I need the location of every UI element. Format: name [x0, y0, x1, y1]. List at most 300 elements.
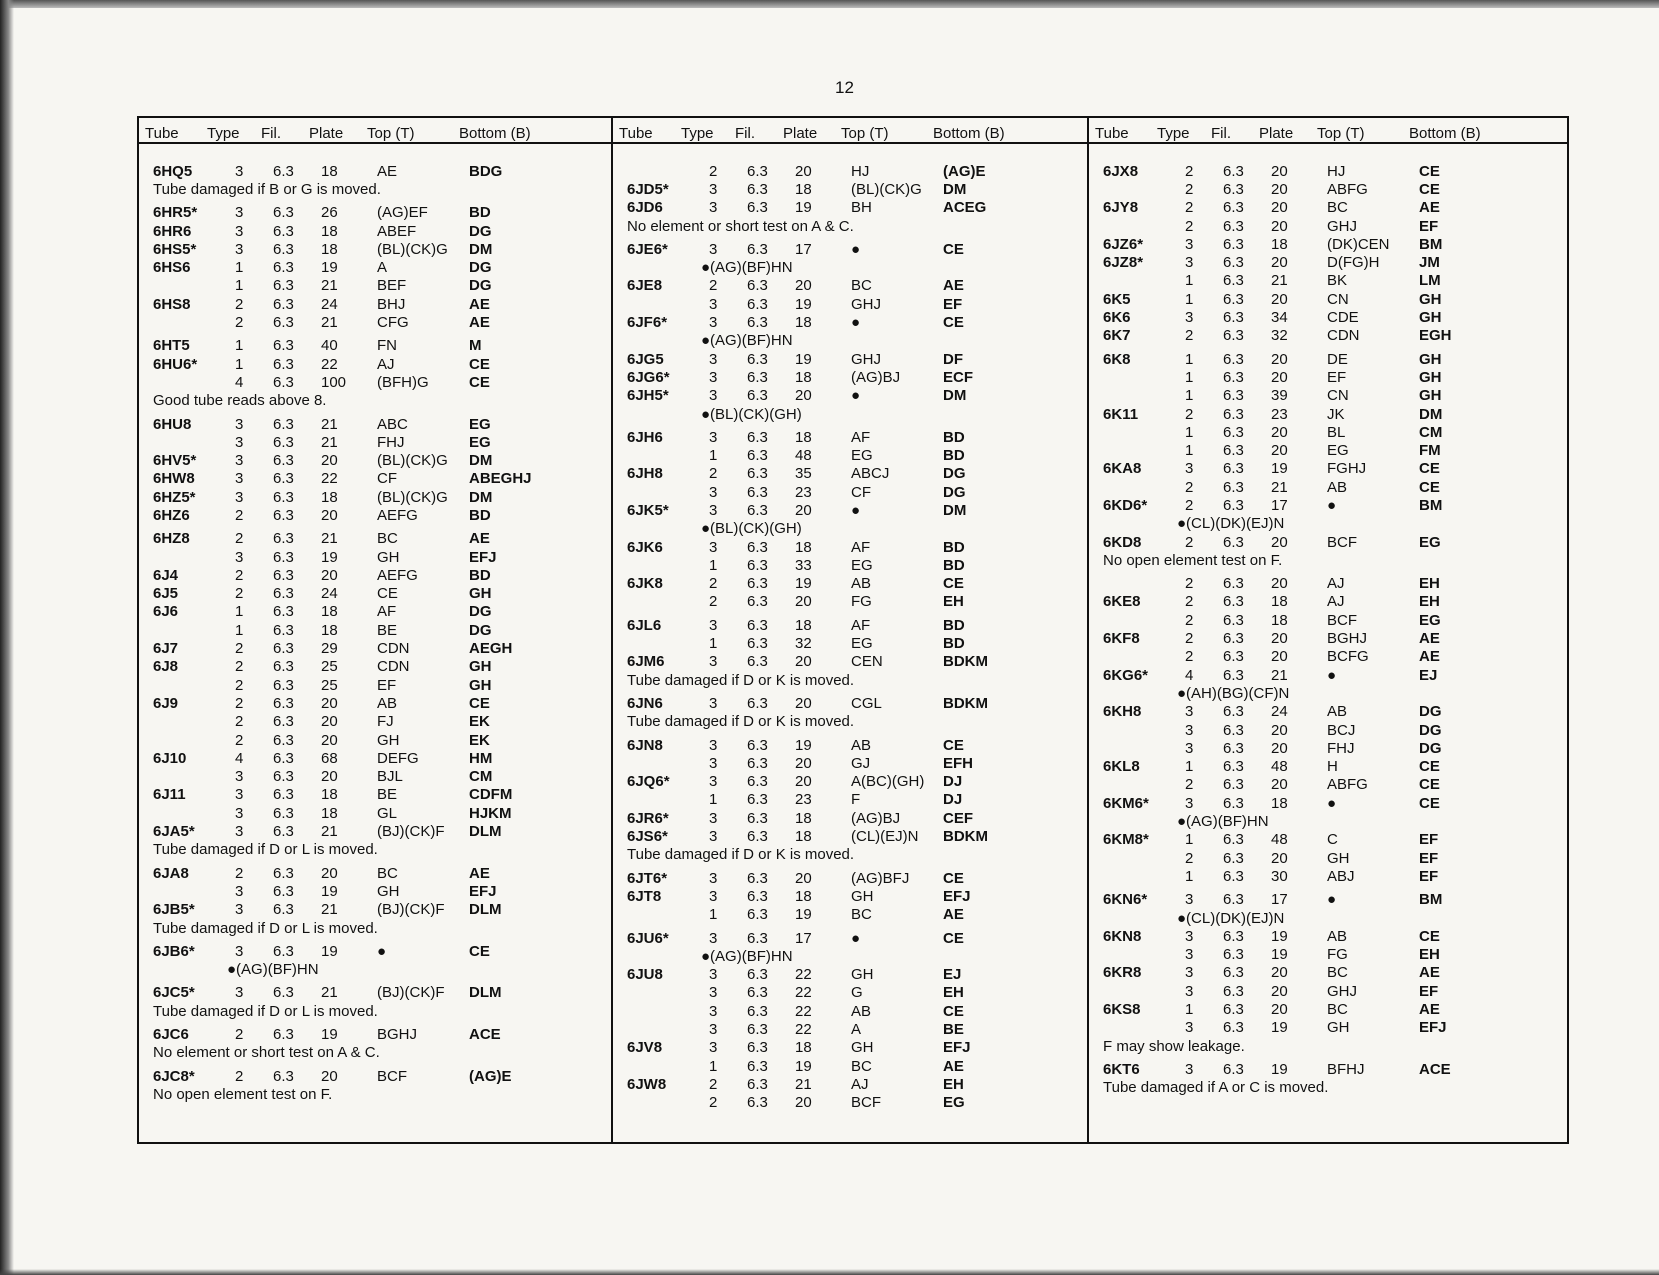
cell-fil: 6.3 — [747, 773, 768, 791]
cell-tube: 6HV5* — [153, 452, 197, 470]
cell-fil: 6.3 — [273, 470, 294, 488]
cell-bottom: DLM — [469, 984, 502, 1002]
cell-type: 3 — [235, 942, 244, 960]
cell-type: 1 — [1185, 758, 1194, 776]
cell-top: ● — [1327, 794, 1337, 812]
cell-tube: 6KD8 — [1103, 533, 1142, 551]
cell-top: GH — [851, 887, 874, 905]
table-column-2 — [611, 118, 1089, 1142]
cell-fil: 6.3 — [1223, 867, 1244, 885]
table-row — [153, 676, 611, 694]
cell-tube: 6K5 — [1103, 290, 1131, 308]
cell-fil: 6.3 — [747, 575, 768, 593]
cell-plate: 18 — [321, 786, 338, 804]
cell-top: BGHJ — [377, 1026, 418, 1043]
table-row — [153, 1025, 611, 1043]
table-row — [627, 1057, 1089, 1075]
cell-type: 3 — [709, 538, 718, 556]
cell-top: (DK)CEN — [1327, 235, 1390, 253]
cell-plate: 20 — [1271, 442, 1288, 460]
cell-top: AJ — [377, 355, 395, 373]
cell-plate: 34 — [1271, 309, 1288, 327]
cell-plate: 19 — [795, 906, 812, 924]
cell-tube: 6HW8 — [153, 470, 195, 488]
table-row — [627, 906, 1089, 924]
table-row — [153, 506, 611, 524]
cell-type: 3 — [235, 222, 244, 240]
scan-edge-top — [0, 0, 1659, 8]
cell-bottom: CE — [1419, 162, 1440, 180]
cell-fil: 6.3 — [1223, 496, 1244, 514]
cell-plate: 18 — [321, 488, 338, 506]
table-note: No element or short test on A & C. — [627, 217, 854, 235]
cell-plate: 20 — [1271, 180, 1288, 198]
cell-fil: 6.3 — [273, 373, 294, 391]
scan-edge-bottom — [0, 1269, 1659, 1275]
cell-type: 2 — [1185, 405, 1194, 423]
cell-top: A — [377, 259, 388, 277]
cell-tube: 6JR6* — [627, 809, 669, 827]
cell-top: AEFG — [377, 566, 418, 584]
cell-fil: 6.3 — [1223, 758, 1244, 776]
cell-bottom: BD — [943, 447, 965, 465]
cell-type: 3 — [235, 452, 244, 470]
cell-top: ABC — [377, 415, 408, 433]
cell-type: 3 — [709, 694, 718, 712]
table-row — [153, 258, 611, 276]
cell-type: 3 — [709, 736, 718, 754]
cell-fil: 6.3 — [273, 240, 294, 258]
cell-fil: 6.3 — [1223, 946, 1244, 964]
cell-type: 3 — [709, 929, 718, 947]
cell-bottom: GH — [1419, 350, 1442, 368]
pin-grouping-note: ●(AH)(BG)(CF)N — [1177, 684, 1290, 702]
cell-fil: 6.3 — [273, 621, 294, 639]
cell-top: CF — [377, 470, 397, 488]
cell-top: AB — [1327, 703, 1348, 721]
cell-plate: 39 — [1271, 387, 1288, 405]
cell-tube: 6JC5* — [153, 984, 195, 1002]
cell-fil: 6.3 — [1223, 460, 1244, 478]
cell-bottom: DLM — [469, 823, 502, 841]
cell-tube: 6JB5* — [153, 901, 195, 919]
cell-type: 2 — [235, 566, 244, 584]
cell-top: (AG)EF — [377, 204, 428, 222]
cell-top: EF — [1327, 368, 1347, 386]
cell-type: 2 — [1185, 327, 1194, 345]
table-row — [1103, 162, 1567, 180]
cell-tube: 6KM8* — [1103, 831, 1149, 849]
cell-plate: 20 — [795, 387, 812, 405]
column-body — [139, 144, 611, 1104]
table-row — [627, 465, 1089, 483]
table-row — [153, 658, 611, 676]
cell-top: (BL)(CK)G — [377, 240, 448, 258]
cell-type: 3 — [1185, 703, 1194, 721]
cell-tube: 6JH6 — [627, 428, 663, 446]
cell-top: HJ — [1327, 162, 1346, 180]
cell-type: 3 — [235, 433, 244, 451]
cell-fil: 6.3 — [747, 1057, 768, 1075]
cell-fil: 6.3 — [747, 791, 768, 809]
cell-fil: 6.3 — [1223, 794, 1244, 812]
cell-type: 2 — [235, 1026, 244, 1043]
cell-plate: 19 — [1271, 927, 1288, 945]
cell-type: 2 — [1185, 611, 1194, 629]
cell-plate: 25 — [321, 658, 338, 676]
cell-top: ABEF — [377, 222, 417, 240]
cell-bottom: CDFM — [469, 786, 513, 804]
cell-tube: 6HR6 — [153, 222, 192, 240]
cell-fil: 6.3 — [273, 314, 294, 332]
cell-fil: 6.3 — [273, 804, 294, 822]
cell-type: 2 — [1185, 575, 1194, 593]
cell-tube: 6JK8 — [627, 575, 663, 593]
cell-tube: 6K8 — [1103, 350, 1131, 368]
cell-fil: 6.3 — [273, 658, 294, 676]
cell-type: 3 — [235, 823, 244, 841]
column-body — [1089, 144, 1567, 1097]
cell-bottom: AE — [1419, 630, 1440, 648]
cell-fil: 6.3 — [273, 864, 294, 882]
table-row — [627, 827, 1089, 845]
cell-type: 3 — [235, 804, 244, 822]
cell-fil: 6.3 — [747, 428, 768, 446]
cell-tube: 6KM6* — [1103, 794, 1149, 812]
cell-top: (BJ)(CK)F — [377, 984, 445, 1002]
cell-type: 3 — [709, 199, 718, 217]
cell-bottom: HJKM — [469, 804, 512, 822]
cell-bottom: GH — [469, 585, 492, 603]
cell-bottom: EK — [469, 713, 490, 731]
cell-top: CEN — [851, 653, 883, 671]
cell-type: 3 — [709, 180, 718, 198]
cell-type: 2 — [709, 277, 718, 295]
cell-tube: 6JQ6* — [627, 773, 670, 791]
cell-bottom: AE — [943, 1057, 964, 1075]
cell-top: D(FG)H — [1327, 254, 1380, 272]
cell-tube: 6JD5* — [627, 180, 669, 198]
cell-plate: 19 — [795, 350, 812, 368]
table-row — [153, 804, 611, 822]
cell-bottom: BDKM — [943, 694, 988, 712]
cell-type: 2 — [1185, 180, 1194, 198]
table-row — [153, 162, 611, 180]
cell-type: 3 — [709, 1021, 718, 1038]
scan-edge-left — [0, 0, 14, 1275]
cell-tube: 6JK6 — [627, 538, 663, 556]
cell-plate: 20 — [1271, 982, 1288, 1000]
table-row — [1103, 721, 1567, 739]
cell-fil: 6.3 — [273, 295, 294, 313]
cell-bottom: EF — [1419, 831, 1439, 849]
cell-tube: 6KE8 — [1103, 593, 1141, 611]
cell-tube: 6J5 — [153, 585, 179, 603]
cell-plate: 18 — [1271, 235, 1288, 253]
cell-fil: 6.3 — [747, 809, 768, 827]
cell-bottom: (AG)E — [943, 162, 986, 180]
cell-plate: 23 — [795, 483, 812, 501]
table-row — [153, 204, 611, 222]
cell-top: EG — [851, 447, 873, 465]
cell-fil: 6.3 — [273, 882, 294, 900]
cell-top: CDE — [1327, 309, 1359, 327]
table-row — [1103, 666, 1567, 684]
cell-plate: 18 — [795, 809, 812, 827]
cell-top: GHJ — [1327, 217, 1357, 235]
cell-fil: 6.3 — [747, 1039, 768, 1057]
cell-top: BC — [1327, 1001, 1348, 1018]
pin-grouping-note: ●(AG)(BF)HN — [227, 961, 319, 979]
cell-fil: 6.3 — [273, 162, 294, 180]
cell-bottom: BD — [943, 635, 965, 653]
cell-top: EG — [851, 556, 873, 574]
cell-plate: 19 — [1271, 1019, 1288, 1037]
table-row — [1103, 891, 1567, 909]
cell-tube: 6JZ6* — [1103, 235, 1144, 253]
cell-bottom: ACE — [1419, 1060, 1451, 1078]
cell-plate: 20 — [795, 869, 812, 887]
cell-top: CDN — [377, 640, 410, 658]
table-row — [153, 337, 611, 355]
cell-top: GH — [377, 882, 400, 900]
cell-plate: 18 — [795, 887, 812, 905]
table-row — [1103, 648, 1567, 666]
cell-plate: 20 — [1271, 1001, 1288, 1018]
cell-tube: 6HU6* — [153, 355, 198, 373]
cell-top: GH — [1327, 849, 1350, 867]
cell-plate: 18 — [795, 1039, 812, 1057]
cell-type: 3 — [1185, 927, 1194, 945]
cell-plate: 20 — [795, 694, 812, 712]
cell-plate: 20 — [795, 773, 812, 791]
table-row — [153, 984, 611, 1002]
cell-top: (AG)BJ — [851, 809, 901, 827]
table-row — [1103, 441, 1567, 459]
table-row — [153, 942, 611, 960]
cell-bottom: EFH — [943, 754, 973, 772]
cell-bottom: EF — [1419, 217, 1439, 235]
cell-plate: 18 — [795, 368, 812, 386]
cell-top: AB — [377, 694, 398, 712]
cell-top: BE — [377, 621, 398, 639]
cell-bottom: BD — [943, 616, 965, 634]
pin-grouping-note: ●(AG)(BF)HN — [701, 259, 793, 277]
cell-fil: 6.3 — [747, 869, 768, 887]
cell-plate: 26 — [321, 204, 338, 222]
cell-fil: 6.3 — [747, 929, 768, 947]
table-row — [627, 295, 1089, 313]
cell-plate: 22 — [795, 1002, 812, 1020]
table-row — [153, 313, 611, 331]
table-note: Good tube reads above 8. — [153, 392, 327, 410]
cell-fil: 6.3 — [1223, 593, 1244, 611]
cell-plate: 19 — [321, 882, 338, 900]
cell-top: AJ — [1327, 593, 1345, 611]
cell-top: ● — [377, 942, 387, 960]
cell-bottom: DG — [469, 621, 492, 639]
table-row — [153, 585, 611, 603]
cell-fil: 6.3 — [1223, 478, 1244, 496]
cell-type: 3 — [1185, 254, 1194, 272]
table-row — [627, 428, 1089, 446]
cell-top: BCFG — [1327, 648, 1369, 666]
table-row — [1103, 611, 1567, 629]
cell-fil: 6.3 — [273, 488, 294, 506]
table-row — [1103, 272, 1567, 290]
cell-plate: 17 — [1271, 891, 1288, 909]
cell-bottom: DLM — [469, 901, 502, 919]
table-row — [1103, 758, 1567, 776]
cell-top: AF — [851, 538, 871, 556]
table-row — [1103, 290, 1567, 308]
cell-plate: 20 — [1271, 630, 1288, 648]
table-row — [1103, 927, 1567, 945]
table-row — [627, 887, 1089, 905]
table-row — [627, 1094, 1089, 1112]
cell-top: FJ — [377, 713, 394, 731]
table-note: Tube damaged if D or K is moved. — [627, 713, 855, 731]
cell-bottom: EH — [1419, 946, 1440, 964]
cell-bottom: (AG)E — [469, 1067, 512, 1085]
cell-top: BC — [377, 530, 398, 548]
cell-bottom: CE — [1419, 794, 1440, 812]
cell-top: F — [851, 791, 861, 809]
cell-top: GHJ — [851, 350, 881, 368]
cell-bottom: CE — [469, 355, 490, 373]
cell-type: 3 — [1185, 982, 1194, 1000]
cell-fil: 6.3 — [273, 786, 294, 804]
cell-top: AB — [851, 736, 872, 754]
cell-fil: 6.3 — [1223, 350, 1244, 368]
cell-top: BC — [1327, 199, 1348, 217]
cell-bottom: AE — [469, 295, 490, 313]
header-tube: Tube — [145, 125, 179, 142]
cell-top: AJ — [1327, 575, 1345, 593]
cell-bottom: DF — [943, 350, 963, 368]
cell-fil: 6.3 — [273, 433, 294, 451]
cell-bottom: EF — [1419, 849, 1439, 867]
header-plate: Plate — [1259, 125, 1294, 142]
pin-grouping-note: ●(BL)(CK)(GH) — [701, 405, 802, 423]
cell-plate: 48 — [795, 447, 812, 465]
cell-plate: 18 — [795, 428, 812, 446]
table-row — [153, 488, 611, 506]
cell-fil: 6.3 — [1223, 1019, 1244, 1037]
cell-fil: 6.3 — [1223, 927, 1244, 945]
cell-plate: 19 — [1271, 1060, 1288, 1078]
header-plate: Plate — [309, 125, 344, 142]
cell-plate: 20 — [321, 731, 338, 749]
cell-tube: 6K6 — [1103, 309, 1131, 327]
header-bottom: Bottom (B) — [1409, 125, 1481, 142]
cell-bottom: EH — [943, 984, 964, 1002]
cell-tube: 6J9 — [153, 694, 179, 712]
cell-plate: 35 — [795, 465, 812, 483]
cell-plate: 20 — [1271, 721, 1288, 739]
cell-top: EG — [1327, 442, 1349, 460]
cell-type: 3 — [709, 240, 718, 258]
table-row — [1103, 350, 1567, 368]
cell-tube: 6JT8 — [627, 887, 662, 905]
cell-tube: 6HS5* — [153, 240, 197, 258]
cell-plate: 19 — [321, 548, 338, 566]
cell-top: C — [1327, 831, 1338, 849]
page-number: 12 — [835, 78, 854, 97]
cell-type: 3 — [709, 350, 718, 368]
cell-fil: 6.3 — [747, 350, 768, 368]
cell-top: CFG — [377, 314, 409, 332]
cell-tube: 6JN8 — [627, 736, 663, 754]
pin-grouping-note: ●(AG)(BF)HN — [701, 947, 793, 965]
cell-bottom: DG — [469, 277, 492, 295]
cell-type: 2 — [709, 465, 718, 483]
cell-plate: 20 — [321, 1067, 338, 1085]
cell-type: 3 — [235, 204, 244, 222]
cell-bottom: CE — [943, 736, 964, 754]
cell-type: 3 — [235, 786, 244, 804]
cell-bottom: M — [469, 337, 482, 355]
cell-plate: 22 — [795, 984, 812, 1002]
cell-type: 3 — [709, 1039, 718, 1057]
cell-top: ● — [851, 387, 861, 405]
table-row — [153, 433, 611, 451]
cell-bottom: DM — [469, 240, 493, 258]
cell-tube: 6JH8 — [627, 465, 663, 483]
cell-type: 2 — [235, 713, 244, 731]
table-row — [153, 451, 611, 469]
cell-type: 3 — [1185, 309, 1194, 327]
cell-fil: 6.3 — [1223, 217, 1244, 235]
cell-plate: 22 — [795, 966, 812, 984]
cell-tube: 6JC6 — [153, 1026, 189, 1043]
cell-bottom: CE — [469, 373, 490, 391]
cell-type: 3 — [1185, 946, 1194, 964]
cell-tube: 6HZ5* — [153, 488, 196, 506]
cell-plate: 24 — [1271, 703, 1288, 721]
cell-fil: 6.3 — [273, 731, 294, 749]
cell-top: FHJ — [377, 433, 405, 451]
cell-fil: 6.3 — [747, 1002, 768, 1020]
cell-tube: 6JU8 — [627, 966, 663, 984]
table-column-3 — [1087, 118, 1567, 1142]
cell-tube: 6JE6* — [627, 240, 668, 258]
table-row — [627, 1002, 1089, 1020]
cell-fil: 6.3 — [747, 314, 768, 332]
cell-tube: 6J6 — [153, 603, 179, 621]
table-row — [1103, 217, 1567, 235]
cell-bottom: HM — [469, 749, 493, 767]
cell-fil: 6.3 — [747, 984, 768, 1002]
cell-type: 1 — [1185, 423, 1194, 441]
cell-tube: 6HS8 — [153, 295, 191, 313]
cell-plate: 21 — [321, 415, 338, 433]
cell-tube: 6K7 — [1103, 327, 1131, 345]
cell-type: 3 — [709, 869, 718, 887]
cell-type: 1 — [1185, 387, 1194, 405]
cell-top: HJ — [851, 162, 870, 180]
cell-top: ● — [851, 501, 861, 519]
table-row — [627, 773, 1089, 791]
cell-top: BC — [1327, 964, 1348, 982]
header-top: Top (T) — [1317, 125, 1365, 142]
table-row — [153, 694, 611, 712]
cell-type: 1 — [1185, 350, 1194, 368]
cell-fil: 6.3 — [747, 635, 768, 653]
cell-tube: 6KR8 — [1103, 964, 1142, 982]
table-row — [1103, 982, 1567, 1000]
cell-bottom: GH — [469, 676, 492, 694]
